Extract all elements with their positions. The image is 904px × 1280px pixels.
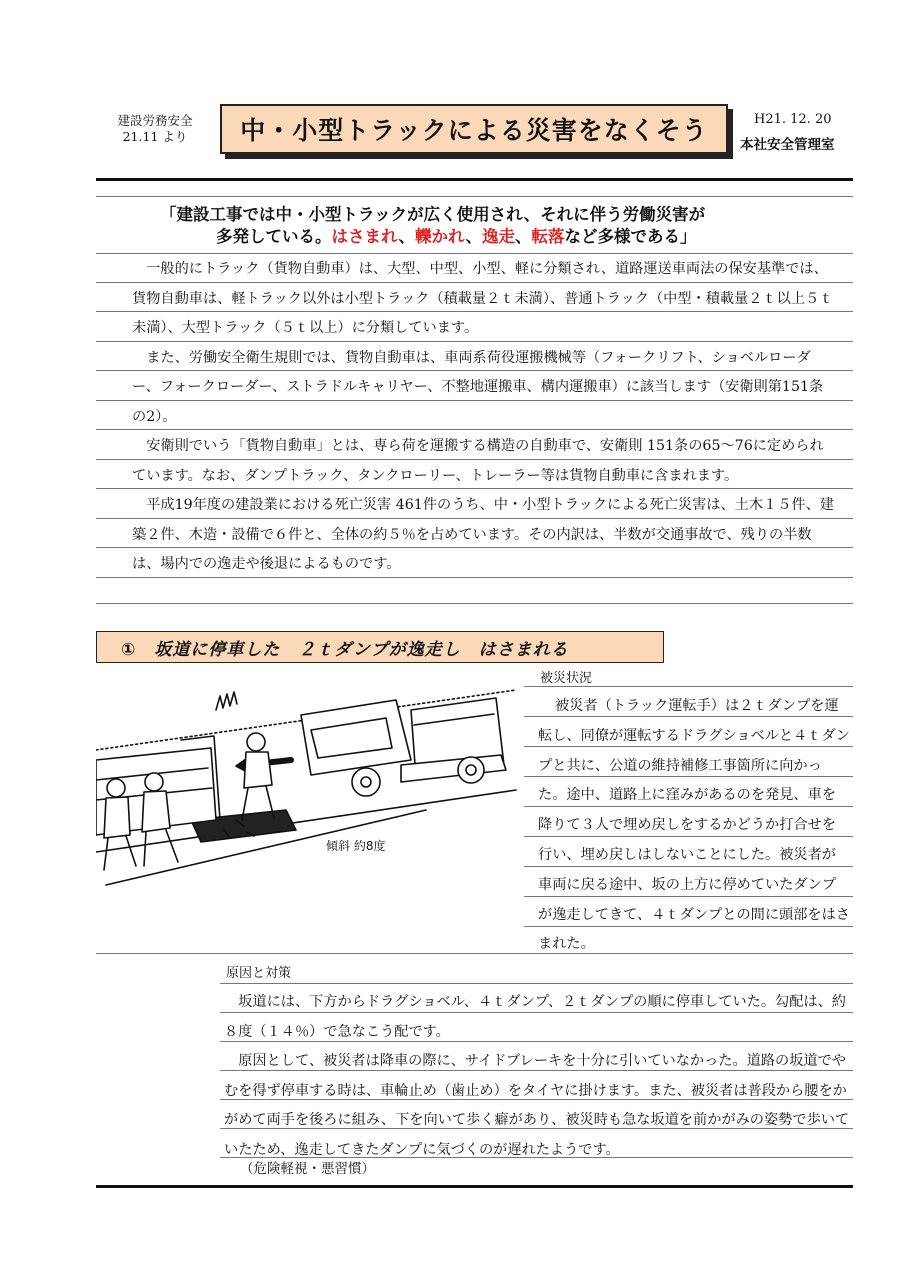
accident-illustration <box>96 670 520 902</box>
lead-line-2 <box>160 226 820 248</box>
cause-paragraph-2: 原因として、被災者は降車の際に、サイドブレーキを十分に引いていなかった。道路の坂道でやむを得ず停車する時は、車輪止め（歯止め）をタイヤに掛けます。また、被災者は普段から腰をかがめて両手を後ろに組み、下を向いて歩く癖があり、被災時も急な坂道を前かがみの姿勢で歩いていたため、逸走してきたダンプに気づくのが遅れたようです。 <box>224 1053 850 1158</box>
title-box <box>220 104 728 154</box>
lead-sep: 、 <box>398 227 415 246</box>
intro-paragraph-4: 平成19年度の建設業における死亡災害 461件のうち、中・小型トラックによる死亡災害は、土木１５件、建築２件、木造・設備で６件と、全体の約５％を占めています。その内訳は、半数が交通事故で、残りの半数は、場内での逸走や後退によるものです。 <box>132 497 834 572</box>
lead-statement <box>160 204 820 248</box>
intro-paragraph-3: 安衛則でいう「貨物自動車」とは、専ら荷を運搬する構造の自動車で、安衛則 151条の65〜76に定められています。なお、ダンプトラック、タンクローリー、トレーラー等は貨物自動車に含まれます。 <box>132 438 824 484</box>
keyword-tenraku: 転落 <box>531 227 565 246</box>
intro-paragraph-1: 一般的にトラック（貨物自動車）は、大型、中型、小型、軽に分類され、道路運送車両法の保安基準では、貨物自動車は、軽トラック以外は小型トラック（積載量２ｔ未満）、普通トラック（中型・積載量２ｔ以上５ｔ未満）、大型トラック（５ｔ以上）に分類しています。 <box>132 261 834 336</box>
illustration-caption: 傾斜 約8度 <box>326 839 386 853</box>
page-title: 中・小型トラックによる災害をなくそう <box>240 116 708 145</box>
source-line-1: 建設労務安全 <box>117 113 193 128</box>
keyword-hikare: 轢かれ <box>415 227 466 246</box>
department: 本社安全管理室 <box>740 137 835 153</box>
intro-paragraph-2: また、労働安全衛生規則では、貨物自動車は、車両系荷役運搬機械等（フォークリフト、ショベルローダー、フォークローダー、ストラドルキャリヤー、不整地運搬車、構内運搬車）に該当します（安衛則第151条の2）。 <box>132 349 824 425</box>
source-note <box>100 113 210 145</box>
intro-body <box>132 255 836 580</box>
case-heading: 被災状況 <box>540 671 593 686</box>
cause-heading: 原因と対策 <box>226 966 292 981</box>
lead-line-1: 「建設工事では中・小型トラックが広く使用され、それに伴う労働災害が <box>160 205 706 224</box>
lead-text: など多様である」 <box>564 227 697 246</box>
lead-text: 多発している。 <box>216 227 332 246</box>
case-body <box>538 692 850 960</box>
case-text: 被災者（トラック運転手）は２ｔダンプを運転し、同僚が運転するドラグショベルと４ｔダンプと共に、公道の維持補修工事箇所に向かった。途中、道路上に窪みがあるのを発見、車を降りて３人で埋め戻しをするかどうか打合せを行い、埋め戻しはしないことにした。被災者が車両に戻る途中、坂の上方に停めていたダンプが逸走してきて、４ｔダンプとの間に頭部をはさまれた。 <box>538 698 850 953</box>
issue-date: H21. 12. 20 <box>754 112 832 127</box>
divider <box>96 196 853 197</box>
cause-paragraph-1: 坂道には、下方からドラグショベル、４ｔダンプ、２ｔダンプの順に停車していた。勾配は、約８度（１４％）で急なこう配です。 <box>224 994 846 1040</box>
divider <box>96 178 853 181</box>
source-line-2: 21.11 より <box>122 129 188 144</box>
lead-sep: 、 <box>465 227 482 246</box>
bottom-divider <box>96 1185 853 1188</box>
lead-sep: 、 <box>515 227 532 246</box>
cause-body <box>224 988 852 1165</box>
keyword-hasamare: はさまれ <box>331 227 399 246</box>
cause-note: （危険軽視・悪習慣） <box>240 1161 375 1177</box>
section-1-heading: ① 坂道に停車した ２ｔダンプが逸走し はさまれる <box>121 639 569 660</box>
section-1-heading-box <box>96 631 664 663</box>
keyword-isso: 逸走 <box>482 227 515 246</box>
